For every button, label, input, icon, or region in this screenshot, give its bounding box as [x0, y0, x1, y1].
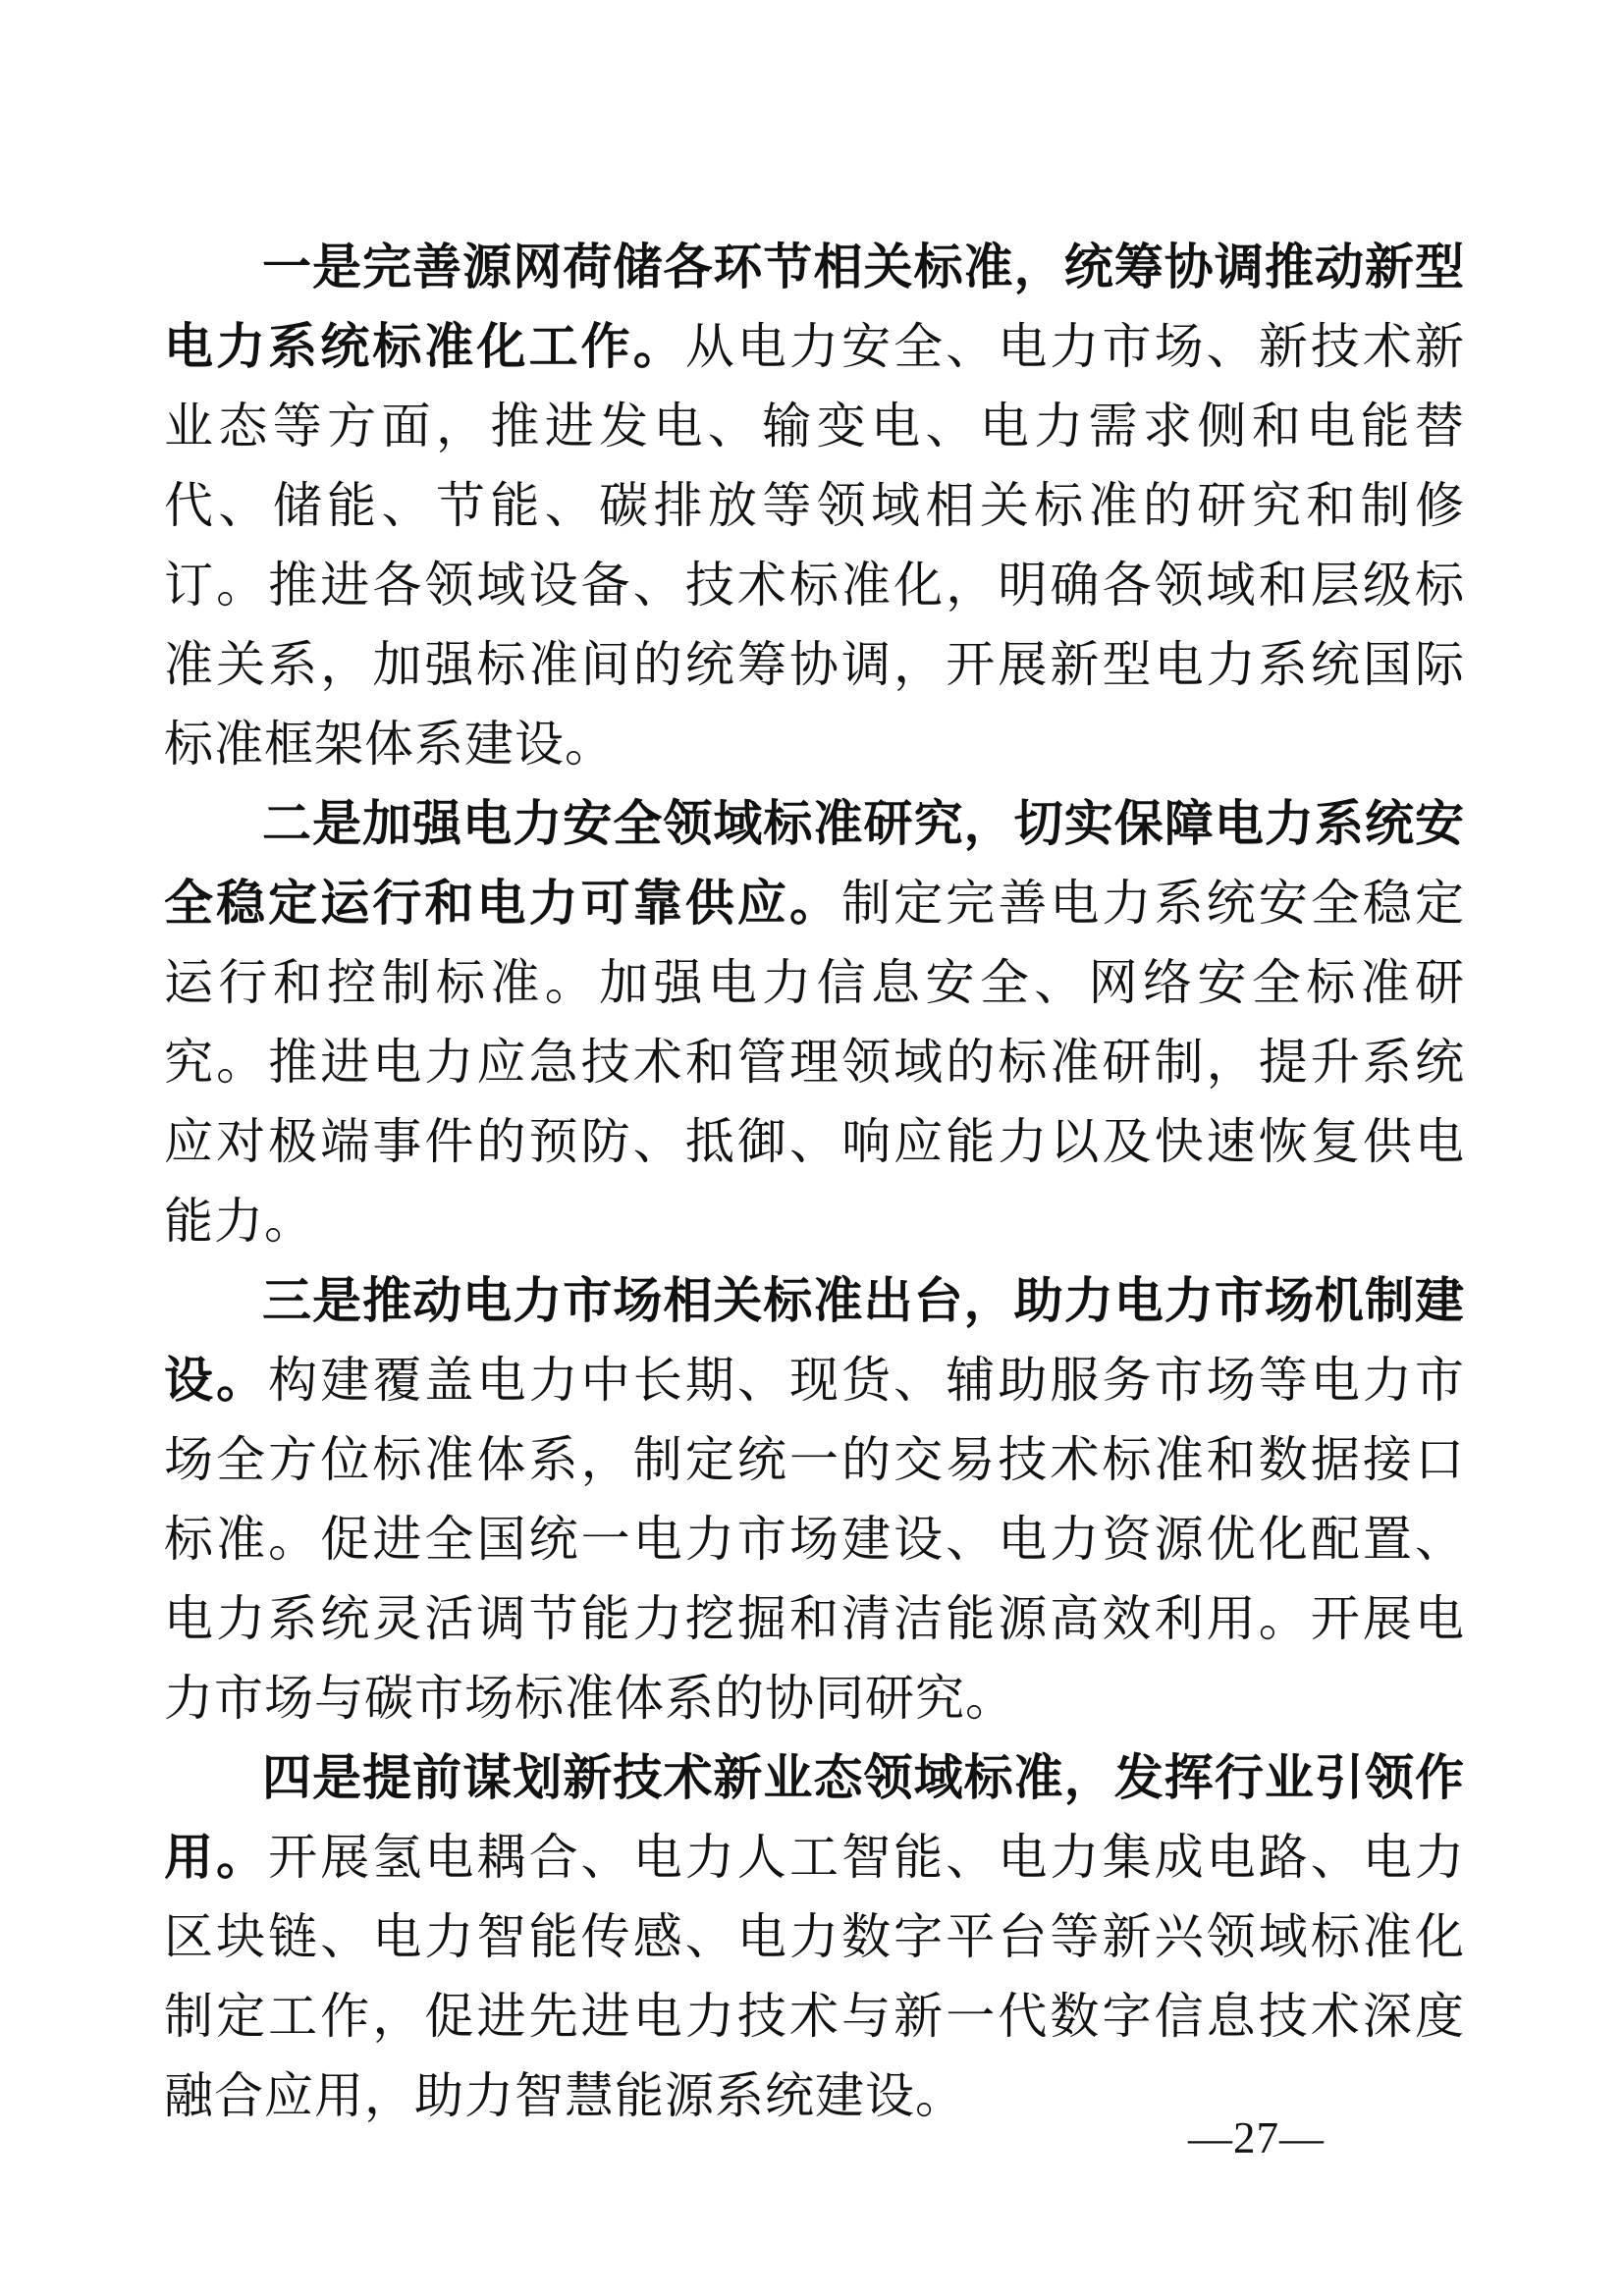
- document-body: [164, 228, 1465, 2136]
- paragraph-4-lead: 四是提前谋划新技术新业态领域标准，发挥行业引领作用。: [164, 1750, 1465, 1885]
- paragraph-3: [164, 1261, 1465, 1738]
- paragraph-3-lead: 三是推动电力市场相关标准出台，助力电力市场机制建设。: [164, 1273, 1465, 1408]
- paragraph-2-body: 制定完善电力系统安全稳定运行和控制标准。加强电力信息安全、网络安全标准研究。推进电力应急技术和管理领域的标准研制，提升系统应对极端事件的预防、抵御、响应能力以及快速恢复供电能力。: [164, 876, 1466, 1249]
- paragraph-2-lead: 二是加强电力安全领域标准研究，切实保障电力系统安全稳定运行和电力可靠供应。: [164, 796, 1465, 931]
- paragraph-4-body: 开展氢电耦合、电力人工智能、电力集成电路、电力区块链、电力智能传感、电力数字平台等新兴领域标准化制定工作，促进先进电力技术与新一代数字信息技术深度融合应用，助力智慧能源系统建设。: [164, 1830, 1466, 2123]
- paragraph-3-body: 构建覆盖电力中长期、现货、辅助服务市场等电力市场全方位标准体系，制定统一的交易技术标准和数据接口标准。促进全国统一电力市场建设、电力资源优化配置、电力系统灵活调节能力挖掘和清洁能源高效利用。开展电力市场与碳市场标准体系的协同研究。: [164, 1353, 1466, 1726]
- paragraph-4: [164, 1738, 1465, 2136]
- paragraph-1: [164, 228, 1465, 784]
- paragraph-1-lead: 一是完善源网荷储各环节相关标准，统筹协调推动新型电力系统标准化工作。: [164, 240, 1465, 374]
- page-number: —27—: [1188, 2113, 1325, 2163]
- paragraph-1-body: 从电力安全、电力市场、新技术新业态等方面，推进发电、输变电、电力需求侧和电能替代、储能、节能、碳排放等领域相关标准的研究和制修订。推进各领域设备、技术标准化，明确各领域和层级标准关系，加强标准间的统筹协调，开展新型电力系统国际标准框架体系建设。: [164, 319, 1466, 772]
- paragraph-2: [164, 784, 1465, 1261]
